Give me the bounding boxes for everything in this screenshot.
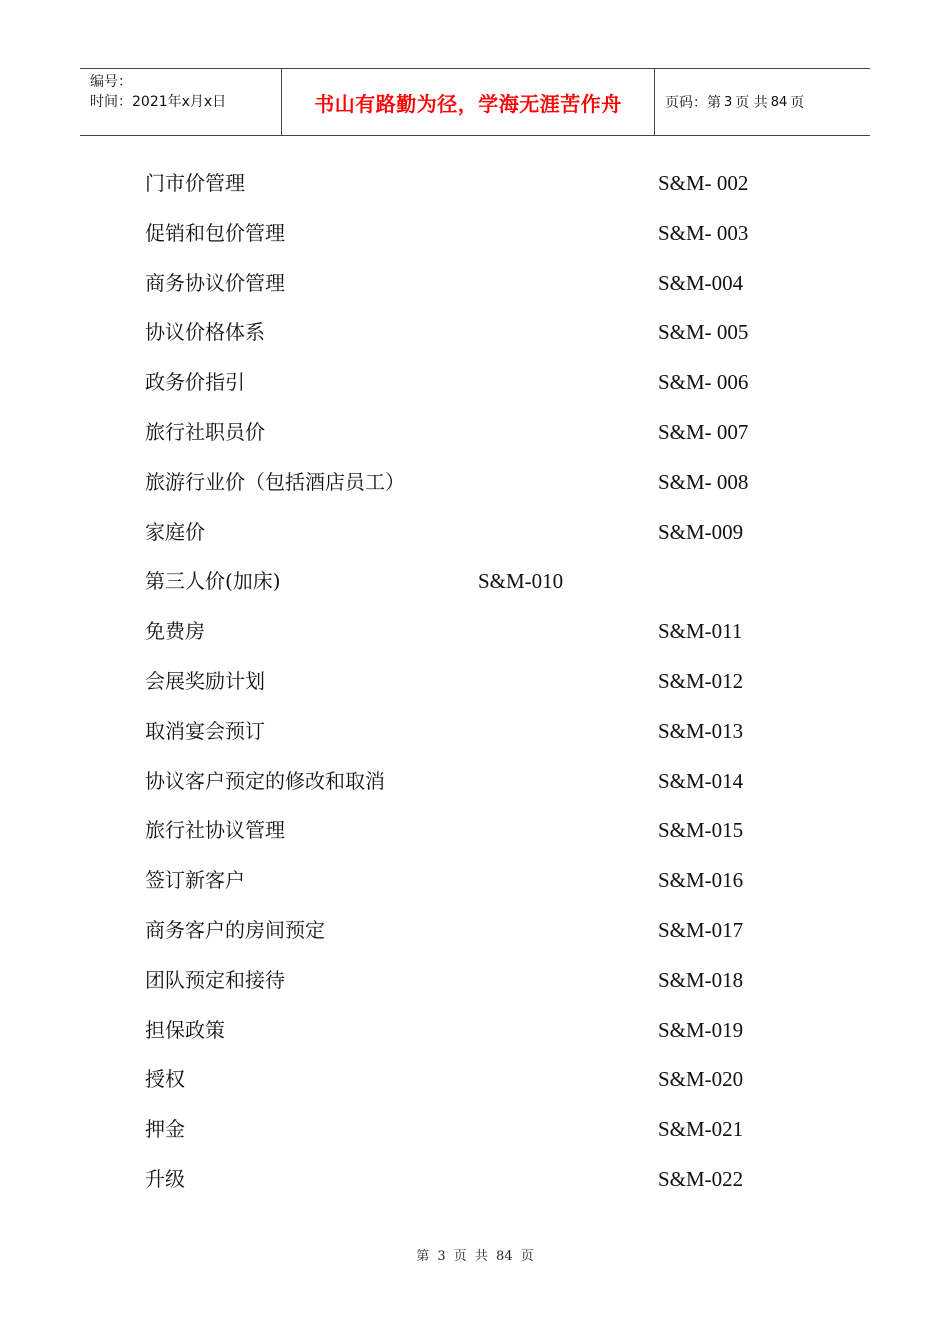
toc-entry-code: S&M- 002 [658,171,749,195]
toc-entry-title: 门市价管理 [145,171,245,195]
toc-entry-code: S&M-020 [658,1067,744,1091]
toc-entry-title: 取消宴会预订 [145,719,265,743]
toc-entry-title: 授权 [145,1067,185,1091]
toc-entry [145,367,845,397]
toc-entry [145,766,845,796]
toc-entry-title: 协议价格体系 [145,320,265,344]
toc-entry-title: 促销和包价管理 [145,221,285,245]
toc-entry-code: S&M-019 [658,1018,744,1042]
toc-entry [145,168,845,198]
toc-entry-title: 第三人价(加床) [145,569,281,593]
toc-entry [145,915,845,945]
toc-entry-code: S&M-022 [658,1167,744,1191]
page-prefix: 页码：第 [665,95,721,111]
toc-entry [145,666,845,696]
toc-entry-title: 政务价指引 [145,370,245,394]
toc-entry [145,1114,845,1144]
page-total: 84 [770,94,788,110]
toc-entry [145,417,845,447]
toc-entry-code: S&M-017 [658,918,744,942]
toc-entry-code: S&M- 008 [658,470,749,494]
toc-entry [145,566,845,596]
doc-time-label: 时间：2021年x月x日 [90,94,227,110]
header-motto: 书山有路勤为径，学海无涯苦作舟 [282,69,655,135]
toc-entry-title: 家庭价 [145,520,205,544]
toc-entry-title: 旅游行业价（包括酒店员工） [145,470,405,494]
toc-entry-title: 团队预定和接待 [145,968,285,992]
toc-entry-title: 会展奖励计划 [145,669,265,693]
toc-entry-code: S&M-021 [658,1117,744,1141]
toc-entry [145,1015,845,1045]
toc-entry [145,218,845,248]
toc-entry [145,716,845,746]
toc-entry [145,268,845,298]
toc-entry [145,1064,845,1094]
doc-number-label: 编号： [90,74,132,90]
header-page-info [655,69,870,135]
toc-entry-code: S&M-013 [658,719,744,743]
toc-entry [145,965,845,995]
toc-entry-title: 协议客户预定的修改和取消 [145,769,385,793]
toc-entry-title: 旅行社协议管理 [145,818,285,842]
toc-entry [145,517,845,547]
toc-entry-code: S&M-016 [658,868,744,892]
toc-entry-code: S&M- 007 [658,420,749,444]
toc-entry-code: S&M-012 [658,669,744,693]
toc-entry [145,1164,845,1194]
toc-entry-code: S&M-004 [658,271,744,295]
toc-entry-title: 免费房 [145,619,205,643]
toc-entry-code: S&M-011 [658,619,743,643]
toc-entry-code: S&M-015 [658,818,744,842]
toc-entry-code: S&M-014 [658,769,744,793]
toc-entry [145,865,845,895]
toc-entry-code: S&M-009 [658,520,744,544]
toc-entry-code: S&M- 005 [658,320,749,344]
toc-entry-title: 商务协议价管理 [145,271,285,295]
toc-entry-title: 签订新客户 [145,868,245,892]
toc-entry [145,616,845,646]
page-header [80,68,870,136]
toc-entry-code: S&M- 006 [658,370,749,394]
toc-entry [145,467,845,497]
toc-entry-code: S&M-018 [658,968,744,992]
toc-entry [145,317,845,347]
toc-entry [145,815,845,845]
toc-entry-code: S&M- 003 [658,221,749,245]
header-meta [80,69,282,135]
page-footer: 第 3 页 共 84 页 [416,1249,534,1264]
page-current: 3 [724,94,733,110]
toc-entry-title: 升级 [145,1167,185,1191]
toc-entry-title: 担保政策 [145,1018,225,1042]
toc-entry-code: S&M-010 [478,569,564,593]
toc-entry-title: 旅行社职员价 [145,420,265,444]
page-mid: 页 共 [735,95,768,111]
toc-entry-title: 押金 [145,1117,185,1141]
toc-entry-title: 商务客户的房间预定 [145,918,325,942]
page-suffix: 页 [790,95,805,111]
